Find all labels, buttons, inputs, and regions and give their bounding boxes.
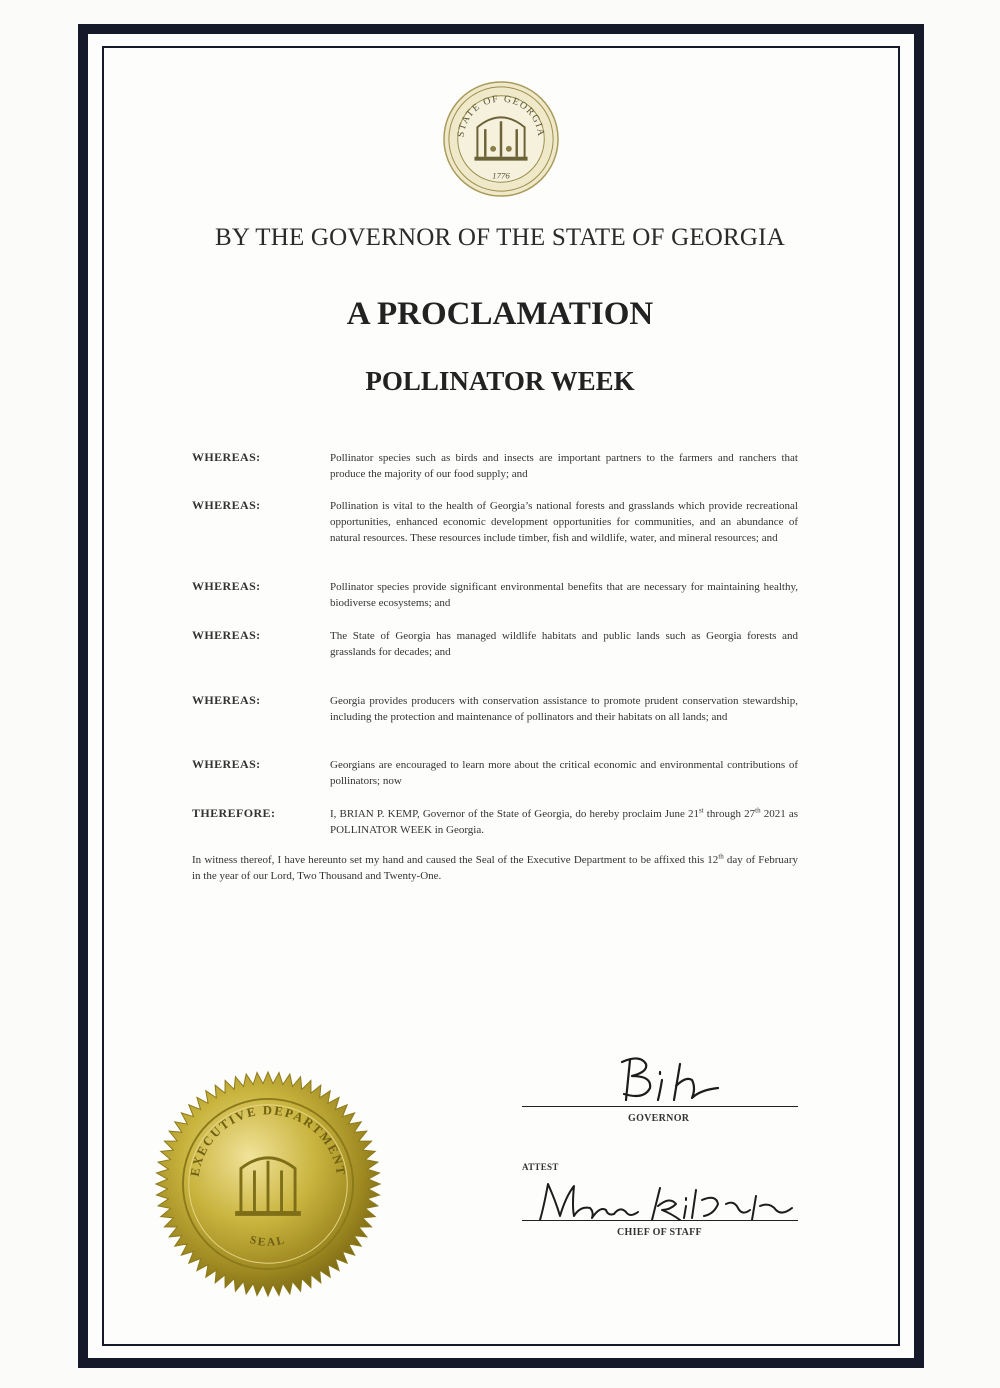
whereas-clause (192, 450, 800, 482)
clause-text: Pollination is vital to the health of Georgia’s national forests and grasslands which provide recreational opportunities, enhanced economic development opportunities for communities, and an abundance of natural resources. These resources include timber, fish and wildlife, water, and mineral resources; and (330, 500, 798, 544)
clause-label: WHEREAS: (192, 757, 261, 771)
governor-signature (600, 1050, 760, 1110)
clause-text: I, BRIAN P. KEMP, Governor of the State of Georgia, do hereby proclaim June 21st through 27th 2021 as POLLINATOR WEEK in Georgia. (330, 806, 798, 836)
seal-text: STATE OF GEORGIA (455, 93, 547, 138)
witness-paragraph: In witness thereof, I have hereunto set my hand and caused the Seal of the Executive Department to be affixed this 12th day of February in the year of our Lord, Two Thousand and Twenty-One. (192, 852, 798, 882)
whereas-clause (192, 628, 800, 660)
executive-department-gold-seal-icon (152, 1068, 384, 1300)
clause-label: THEREFORE: (192, 806, 276, 820)
governor-label: GOVERNOR (628, 1113, 690, 1124)
clause-label: WHEREAS: (192, 579, 261, 593)
gold-seal-top-text: EXECUTIVE DEPARTMENT (187, 1103, 349, 1178)
clause-label: WHEREAS: (192, 693, 261, 707)
attest-label: ATTEST (522, 1162, 559, 1172)
clause-label: WHEREAS: (192, 450, 261, 464)
georgia-state-seal-icon (442, 80, 560, 198)
whereas-clause (192, 693, 800, 725)
clause-text: Pollinator species provide significant environmental benefits that are necessary for maintaining healthy, biodiverse ecosystems; and (330, 581, 798, 609)
by-governor-heading: BY THE GOVERNOR OF THE STATE OF GEORGIA (215, 224, 785, 251)
gold-seal-bottom-text: SEAL (248, 1233, 288, 1249)
chief-of-staff-signature (520, 1176, 810, 1226)
seal-year: 1776 (492, 170, 510, 181)
whereas-clause (192, 757, 800, 789)
governor-signature-line (522, 1106, 798, 1107)
clause-text: Georgians are encouraged to learn more about the critical economic and environmental contributions of pollinators; now (330, 759, 798, 787)
chief-of-staff-signature-line (522, 1220, 798, 1221)
chief-of-staff-label: CHIEF OF STAFF (617, 1227, 702, 1238)
whereas-clause (192, 498, 800, 546)
clause-label: WHEREAS: (192, 498, 261, 512)
whereas-clause (192, 579, 800, 611)
clause-label: WHEREAS: (192, 628, 261, 642)
proclamation-subject: POLLINATOR WEEK (365, 366, 635, 396)
clause-text: Georgia provides producers with conservation assistance to promote prudent conservation stewardship, including the protection and maintenance of pollinators and their habitats on all lands; and (330, 695, 798, 723)
clause-text: Pollinator species such as birds and insects are important partners to the farmers and ranchers that produce the majority of our food supply; and (330, 452, 798, 480)
clause-text: The State of Georgia has managed wildlife habitats and public lands such as Georgia forests and grasslands for decades; and (330, 630, 798, 658)
therefore-clause (192, 806, 800, 838)
proclamation-title: A PROCLAMATION (346, 296, 654, 332)
